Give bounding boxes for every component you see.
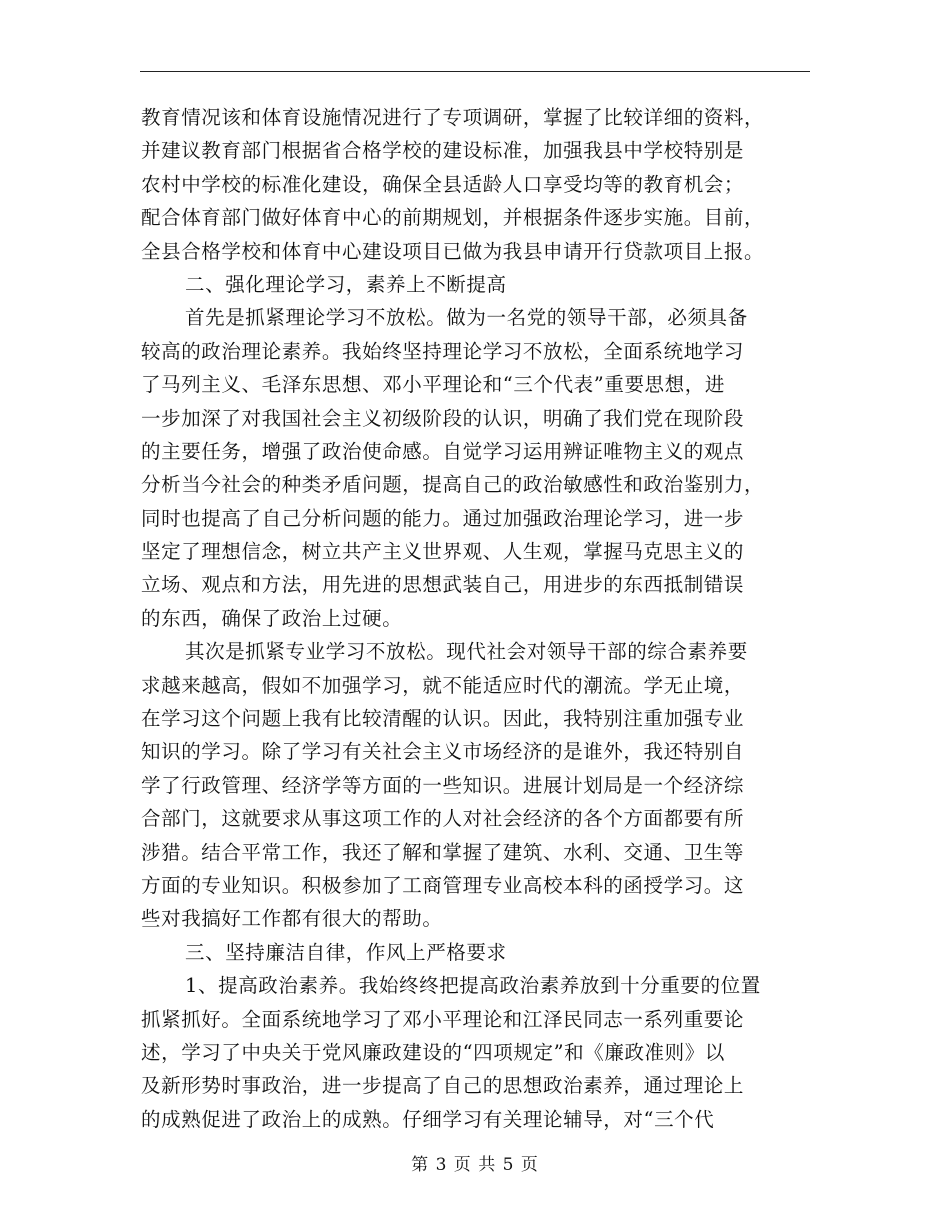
text-line: 其次是抓紧专业学习不放松。现代社会对领导干部的综合素养要 — [185, 640, 748, 664]
text-line: 首先是抓紧理论学习不放松。做为一名党的领导干部，必须具备 — [185, 306, 748, 330]
text-line: 配合体育部门做好体育中心的前期规划，并根据条件逐步实施。目前， — [141, 206, 765, 230]
text-line: 涉猎。结合平常工作，我还了解和掌握了建筑、水利、交通、卫生等 — [141, 840, 745, 864]
text-line: 求越来越高，假如不加强学习，就不能适应时代的潮流。学无止境， — [141, 673, 745, 697]
text-line: 的成熟促进了政治上的成熟。仔细学习有关理论辅导，对“三个代 — [141, 1107, 715, 1131]
text-line: 立场、观点和方法，用先进的思想武装自己，用进步的东西抵制错误 — [141, 573, 745, 597]
text-line: 一步加深了对我国社会主义初级阶段的认识，明确了我们党在现阶段 — [141, 406, 745, 430]
text-line: 在学习这个问题上我有比较清醒的认识。因此，我特别注重加强专业 — [141, 707, 745, 731]
text-line: 合部门，这就要求从事这项工作的人对社会经济的各个方面都要有所 — [141, 807, 745, 831]
text-line: 学了行政管理、经济学等方面的一些知识。进展计划局是一个经济综 — [141, 773, 745, 797]
text-line: 方面的专业知识。积极参加了工商管理专业高校本科的函授学习。这 — [141, 873, 745, 897]
text-line: 教育情况该和体育设施情况进行了专项调研，掌握了比较详细的资料， — [141, 106, 765, 129]
page-number-footer: 第 3 页 共 5 页 — [411, 1155, 539, 1175]
header-rule — [140, 71, 810, 72]
text-line: 同时也提高了自己分析问题的能力。通过加强政治理论学习，进一步 — [141, 506, 745, 530]
text-line: 的主要任务，增强了政治使命感。自觉学习运用辨证唯物主义的观点 — [141, 439, 745, 463]
text-line: 的东西，确保了政治上过硬。 — [141, 606, 403, 630]
text-line: 1、提高政治素养。我始终终把提高政治素养放到十分重要的位置 — [185, 974, 761, 998]
text-line: 坚定了理想信念，树立共产主义世界观、人生观，掌握马克思主义的 — [141, 540, 745, 564]
text-line: 分析当今社会的种类矛盾问题，提高自己的政治敏感性和政治鉴别力， — [141, 473, 765, 497]
text-line: 知识的学习。除了学习有关社会主义市场经济的是谁外，我还特别自 — [141, 740, 745, 764]
document-body — [141, 101, 813, 1136]
text-line: 抓紧抓好。全面系统地学习了邓小平理论和江泽民同志一系列重要论 — [141, 1007, 745, 1031]
text-line: 述，学习了中央关于党风廉政建设的“四项规定”和《廉政准则》以 — [141, 1040, 725, 1064]
text-line: 农村中学校的标准化建设，确保全县适龄人口享受均等的教育机会； — [141, 172, 745, 196]
text-line: 了马列主义、毛泽东思想、邓小平理论和“三个代表”重要思想，进 — [141, 373, 725, 397]
text-line: 二、强化理论学习，素养上不断提高 — [185, 272, 507, 296]
text-line: 全县合格学校和体育中心建设项目已做为我县申请开行贷款项目上报。 — [141, 239, 765, 263]
text-line: 及新形势时事政治，进一步提高了自己的思想政治素养，通过理论上 — [141, 1074, 745, 1098]
text-line: 三、坚持廉洁自律，作风上严格要求 — [185, 940, 507, 964]
text-line: 并建议教育部门根据省合格学校的建设标准，加强我县中学校特别是 — [141, 139, 745, 163]
text-line: 些对我搞好工作都有很大的帮助。 — [141, 907, 443, 931]
text-line: 较高的政治理论素养。我始终坚持理论学习不放松，全面系统地学习 — [141, 339, 745, 363]
